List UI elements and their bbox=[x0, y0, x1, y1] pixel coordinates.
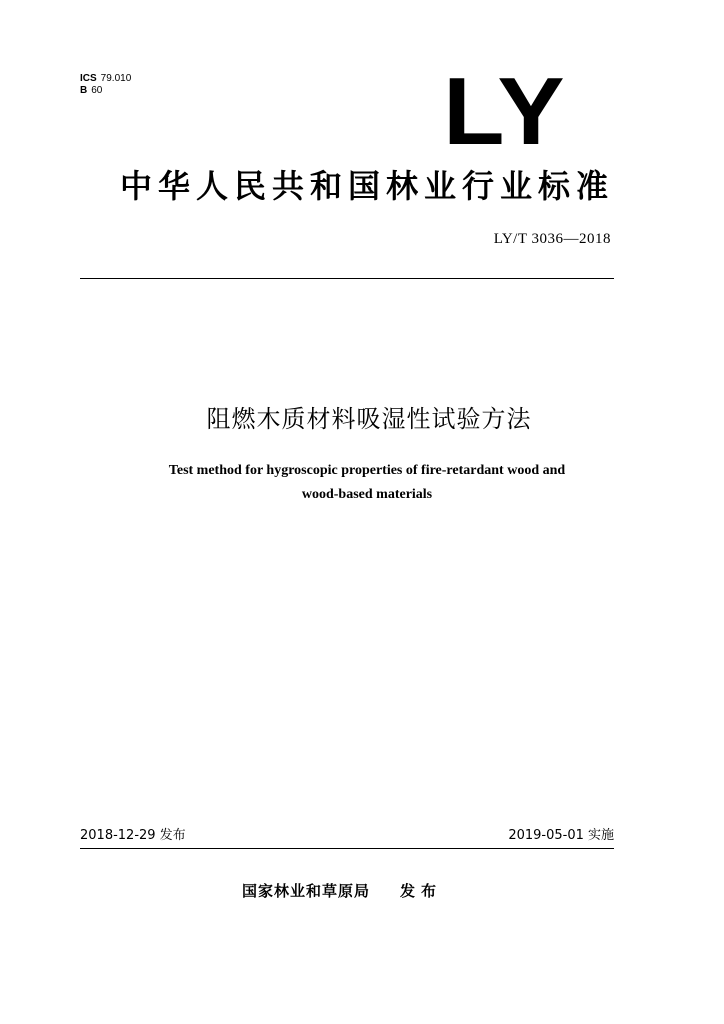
ccs-value: 60 bbox=[91, 85, 103, 96]
ccs-label: B bbox=[80, 85, 88, 96]
english-title-line-2: wood-based materials bbox=[301, 487, 433, 502]
classification-codes bbox=[80, 73, 131, 97]
ics-code bbox=[80, 73, 131, 85]
bottom-divider bbox=[80, 848, 614, 849]
standard-logo: LY bbox=[443, 58, 567, 165]
ics-label: ICS bbox=[80, 73, 97, 84]
top-divider bbox=[80, 278, 614, 279]
publisher-action: 发布 bbox=[400, 882, 443, 900]
publisher-line bbox=[242, 880, 442, 902]
publisher-org: 国家林业和草原局 bbox=[242, 882, 371, 900]
implementation-date: 2019-05-01 实施 bbox=[508, 828, 614, 843]
chinese-title: 阻燃木质材料吸湿性试验方法 bbox=[206, 405, 532, 433]
english-title-line-1: Test method for hygroscopic properties of fire-retardant wood and bbox=[168, 463, 566, 478]
ccs-code bbox=[80, 85, 131, 97]
standard-type-heading: 中华人民共和国林业行业标准 bbox=[119, 167, 614, 205]
ics-value: 79.010 bbox=[100, 73, 132, 84]
english-title bbox=[0, 459, 724, 507]
issue-date: 2018-12-29 发布 bbox=[80, 828, 186, 843]
standard-number: LY/T 3036—2018 bbox=[493, 231, 611, 247]
